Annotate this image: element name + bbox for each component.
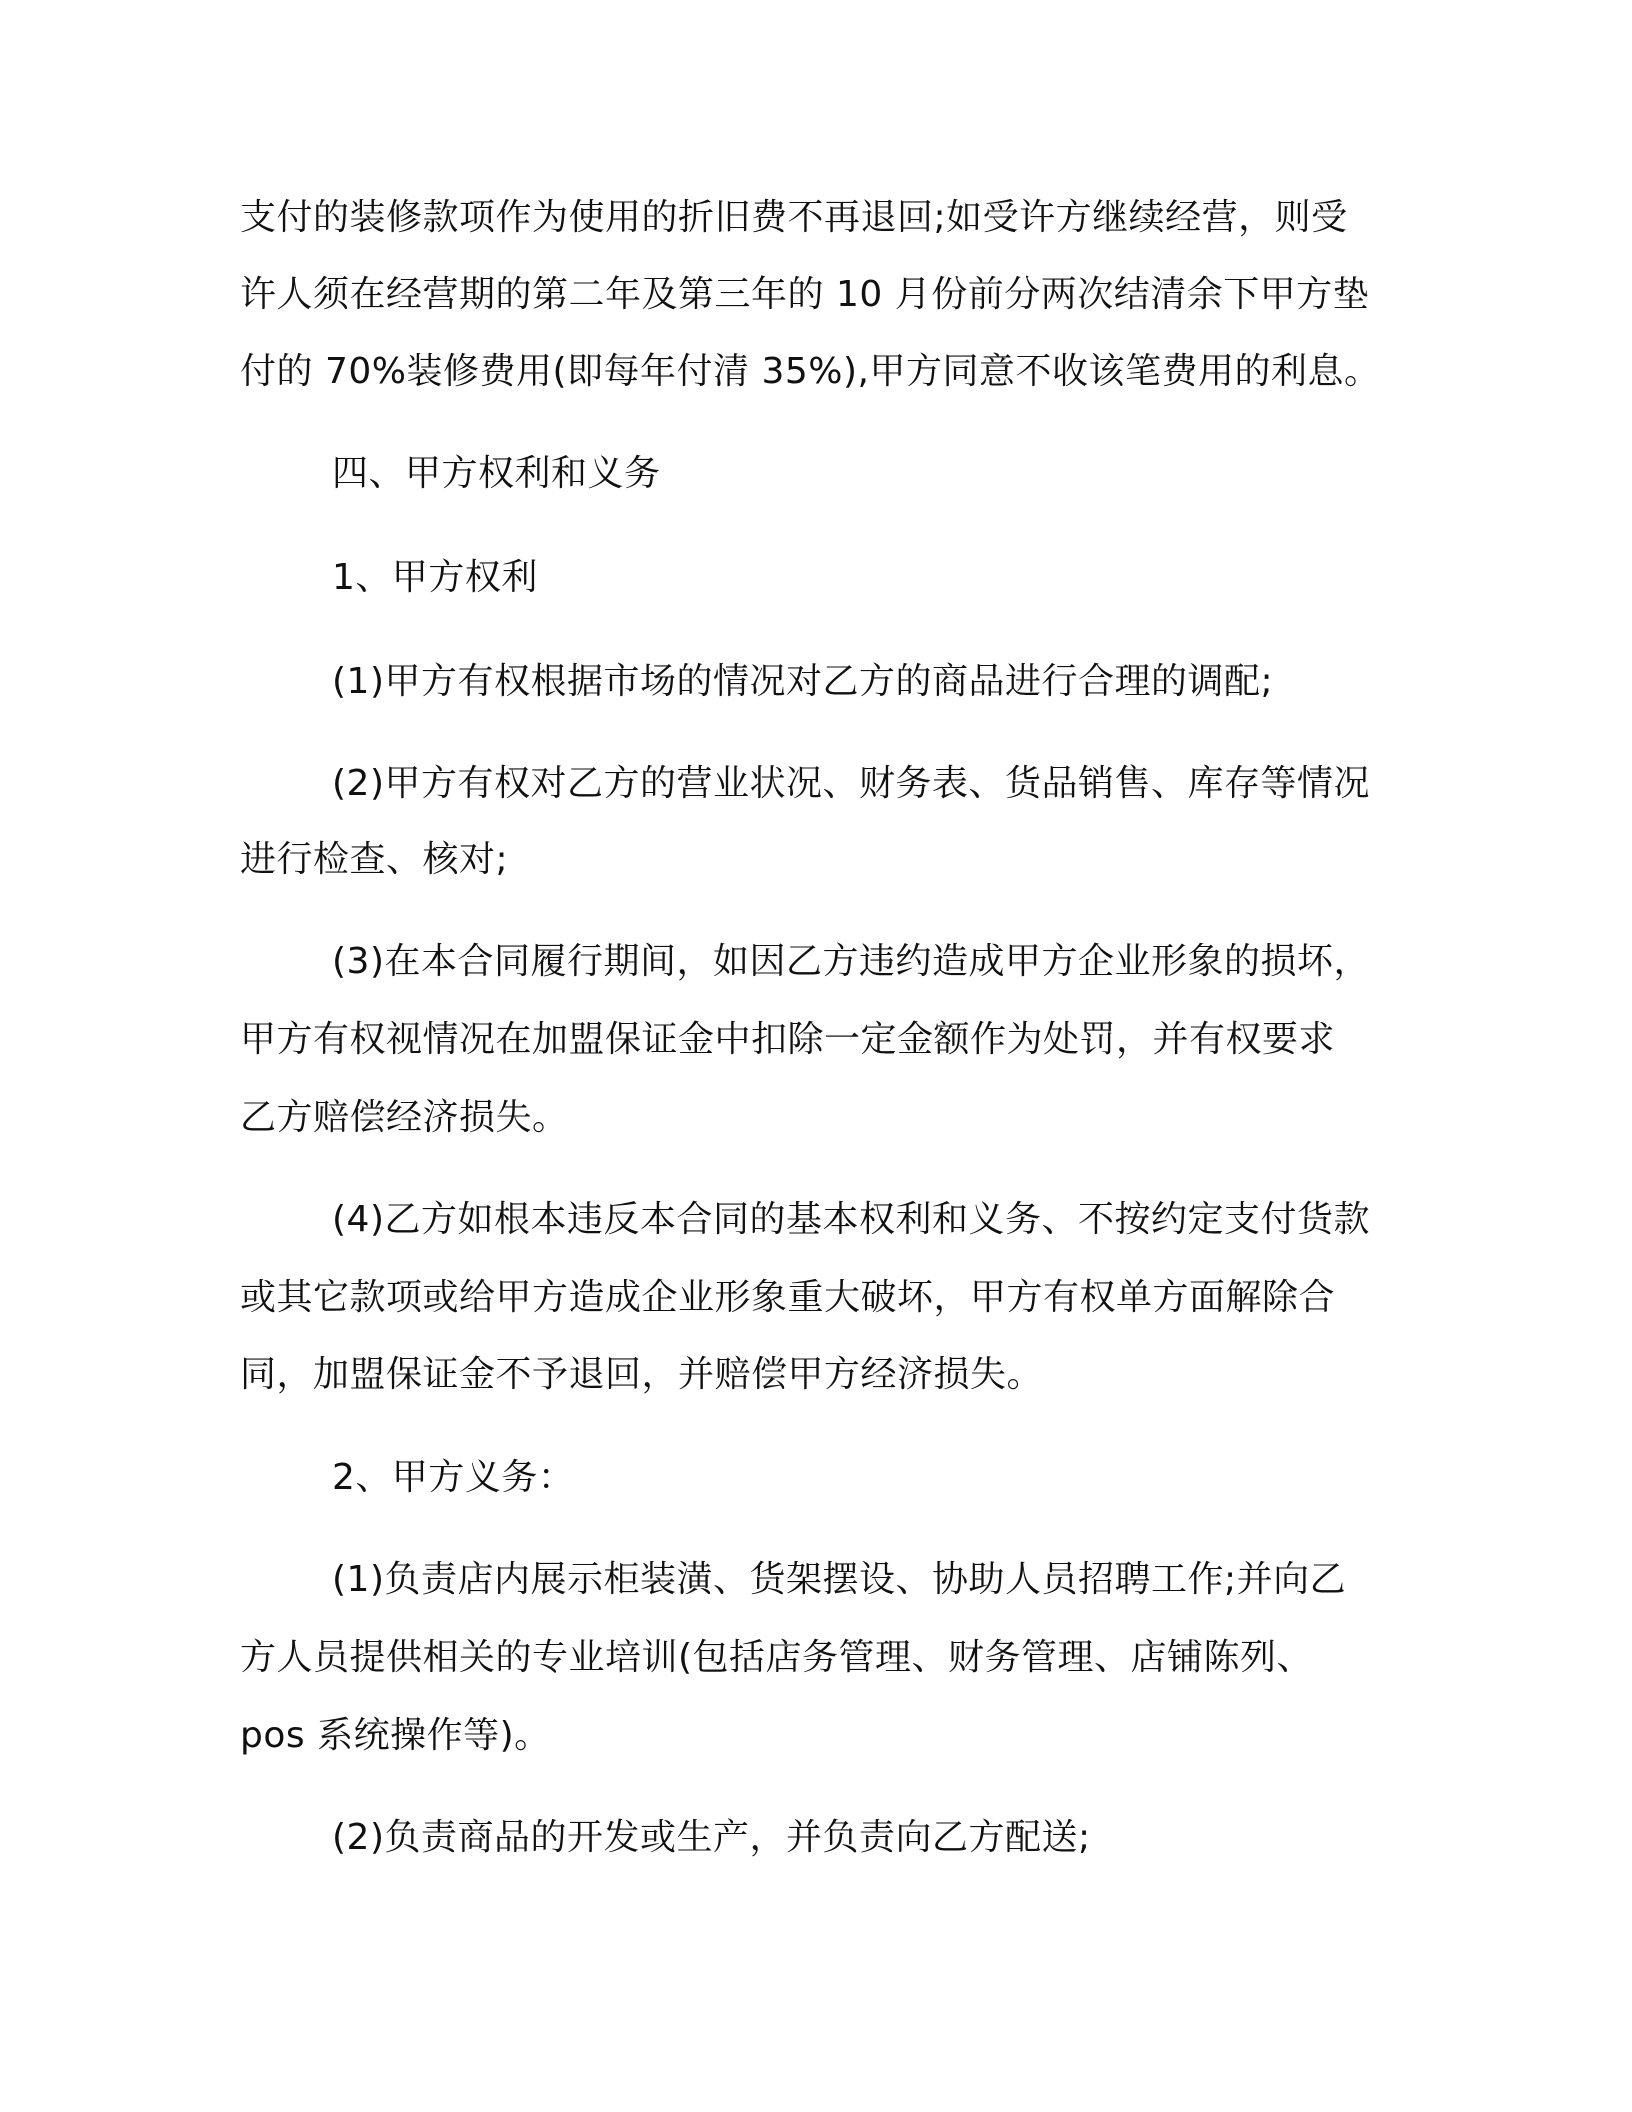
paragraph-line: (2)甲方有权对乙方的营业状况、财务表、货品销售、库存等情况 — [332, 763, 1370, 804]
subsection-heading: 1、甲方权利 — [332, 557, 538, 598]
paragraph-line: 同，加盟保证金不予退回，并赔偿甲方经济损失。 — [240, 1354, 1044, 1395]
subsection-heading: 2、甲方义务： — [332, 1457, 575, 1498]
paragraph-line: 乙方赔偿经济损失。 — [240, 1097, 569, 1138]
paragraph-line: 许人须在经营期的第二年及第三年的 10 月份前分两次结清余下甲方垫 — [240, 274, 1370, 315]
paragraph-line: 支付的装修款项作为使用的折旧费不再退回;如受许方继续经营，则受 — [240, 197, 1348, 238]
paragraph-line: (1)负责店内展示柜装潢、货架摆设、协助人员招聘工作;并向乙 — [332, 1559, 1347, 1600]
paragraph-line: (1)甲方有权根据市场的情况对乙方的商品进行合理的调配; — [332, 661, 1274, 702]
paragraph-line: 进行检查、核对; — [240, 839, 509, 880]
paragraph-line: 甲方有权视情况在加盟保证金中扣除一定金额作为处罚，并有权要求 — [240, 1019, 1336, 1060]
section-heading: 四、甲方权利和义务 — [332, 453, 661, 494]
paragraph-line: (4)乙方如根本违反本合同的基本权利和义务、不按约定支付货款 — [332, 1199, 1370, 1240]
paragraph-line: (3)在本合同履行期间，如因乙方违约造成甲方企业形象的损坏， — [332, 941, 1370, 982]
paragraph-line: 付的 70%装修费用(即每年付清 35%),甲方同意不收该笔费用的利息。 — [240, 351, 1381, 392]
paragraph-line: pos 系统操作等)。 — [240, 1715, 551, 1756]
paragraph-line: 方人员提供相关的专业培训(包括店务管理、财务管理、店铺陈列、 — [240, 1637, 1314, 1678]
paragraph-line: 或其它款项或给甲方造成企业形象重大破坏，甲方有权单方面解除合 — [240, 1277, 1336, 1318]
paragraph-line: (2)负责商品的开发或生产，并负责向乙方配送; — [332, 1817, 1091, 1858]
